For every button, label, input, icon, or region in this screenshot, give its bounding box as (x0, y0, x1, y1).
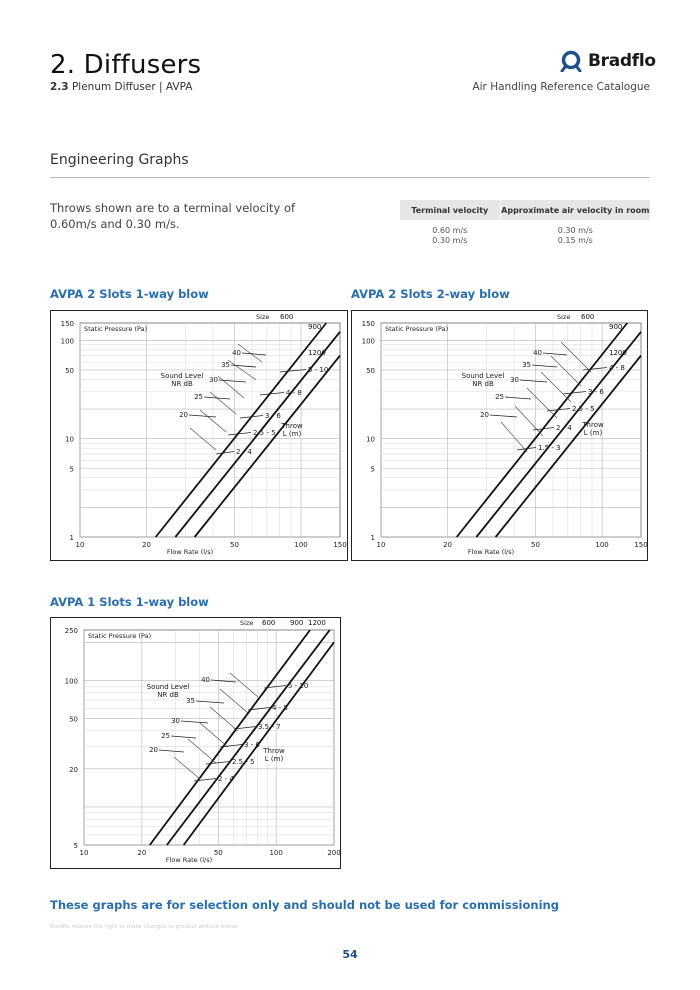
y-tick-label: 10 (65, 435, 74, 444)
y-axis-label: Static Pressure (Pa) (385, 325, 449, 333)
sound-level-value: 20 (149, 746, 158, 754)
x-tick-label: 10 (376, 541, 386, 549)
velocity-cell: 0.15 m/s (557, 236, 593, 245)
sound-level-value: 30 (510, 376, 519, 384)
y-tick-label: 20 (69, 765, 78, 774)
sound-level-unit: NR dB (472, 380, 494, 388)
throw-range-label: 3 - 6 (588, 388, 604, 396)
y-tick-label: 5 (370, 465, 375, 474)
series-label: 1200 (308, 619, 326, 627)
y-tick-label: 100 (361, 337, 375, 346)
sound-level-value: 20 (480, 411, 489, 419)
size-label: Size (557, 313, 571, 321)
sound-level-value: 20 (179, 411, 188, 419)
throw-range-label: 5 - 10 (308, 366, 329, 374)
series-label: 600 (280, 313, 294, 321)
throw-range-label: 4 - 8 (272, 704, 288, 712)
throw-range-label: 4 - 8 (286, 389, 302, 397)
sound-level-value: 40 (232, 349, 241, 357)
throw-range-label: 2 - 4 (556, 424, 572, 432)
chart-title: AVPA 2 Slots 2-way blow (351, 287, 510, 301)
series-label: 600 (581, 313, 595, 321)
y-tick-label: 150 (361, 320, 375, 328)
series-label: 900 (609, 323, 623, 331)
velocity-cell: 0.30 m/s (432, 236, 468, 245)
chart-title: AVPA 2 Slots 1-way blow (50, 287, 209, 301)
page-number: 54 (342, 948, 358, 961)
subsection-name: Plenum Diffuser (71, 81, 156, 93)
size-label: Size (256, 313, 270, 321)
series-label: 1200 (609, 349, 627, 357)
commissioning-warning: These graphs are for selection only and should not be used for commissioning (50, 898, 559, 912)
product-code: AVPA (165, 81, 193, 93)
velocity-cell: 0.30 m/s (557, 226, 593, 235)
disclaimer: Bradflo reserve the right to make changes to product without notice (50, 924, 238, 930)
sound-level-value: 35 (522, 361, 531, 369)
sound-level-unit: NR dB (157, 691, 179, 699)
x-tick-label: 50 (531, 541, 540, 549)
sound-level-title: Sound Level (146, 683, 190, 691)
y-tick-label: 250 (64, 627, 78, 635)
throw-range-label: 4 - 8 (609, 364, 625, 372)
chart-title: AVPA 1 Slots 1-way blow (50, 595, 209, 609)
series-label: 600 (262, 619, 276, 627)
x-tick-label: 10 (75, 541, 85, 549)
throw-range-label: 2 - 4 (218, 775, 234, 783)
x-tick-label: 20 (142, 541, 152, 549)
sound-level-value: 25 (194, 393, 203, 401)
y-tick-label: 100 (60, 337, 74, 346)
throw-unit: L (m) (264, 755, 284, 763)
velocity-table (400, 200, 650, 246)
sound-level-title: Sound Level (461, 372, 505, 380)
throw-title: Throw (582, 421, 604, 429)
page-subtitle (50, 81, 192, 93)
chart-avpa-2-slots-1-way (50, 310, 348, 561)
sound-level-title: Sound Level (160, 372, 204, 380)
velocity-row (400, 226, 650, 236)
section-title: Engineering Graphs (50, 152, 189, 168)
y-tick-label: 5 (73, 842, 78, 850)
intro-text: Throws shown are to a terminal velocity of 0.60m/s and 0.30 m/s. (50, 201, 296, 231)
x-tick-label: 50 (230, 541, 239, 549)
brand-name: Bradflo (588, 51, 656, 71)
x-tick-label: 200 (327, 849, 341, 857)
throw-range-label: 2.5 - 5 (253, 429, 276, 437)
series-label: 900 (308, 323, 322, 331)
throw-range-label: 1.5 - 3 (538, 444, 561, 452)
chart-avpa-2-slots-2-way (351, 310, 648, 561)
header-terminal-velocity: Terminal velocity (411, 205, 489, 215)
x-tick-label: 20 (443, 541, 453, 549)
section-divider (50, 177, 650, 178)
throw-range-label: 3 - 6 (244, 741, 260, 749)
x-tick-label: 150 (634, 541, 648, 549)
size-label: Size (240, 619, 254, 627)
y-tick-label: 50 (366, 366, 375, 375)
throw-unit: L (m) (282, 430, 302, 438)
throw-range-label: 5 - 10 (288, 682, 309, 690)
catalogue-name: Air Handling Reference Catalogue (472, 81, 650, 93)
x-axis-label: Flow Rate (l/s) (166, 548, 214, 556)
bradflo-logo-icon (560, 50, 582, 72)
x-tick-label: 20 (137, 849, 147, 857)
y-tick-label: 5 (69, 465, 74, 474)
sound-level-value: 35 (221, 361, 230, 369)
throw-range-label: 2 - 4 (236, 448, 252, 456)
throw-range-label: 2.5 - 5 (572, 405, 595, 413)
x-tick-label: 100 (269, 849, 283, 857)
throw-title: Throw (281, 422, 303, 430)
velocity-row (400, 236, 650, 246)
throw-range-label: 3 - 6 (265, 412, 281, 420)
x-tick-label: 50 (213, 849, 223, 857)
throw-range-label: 3.5 - 7 (258, 723, 281, 731)
y-tick-label: 1 (69, 534, 74, 542)
sound-level-value: 40 (201, 676, 210, 684)
y-tick-label: 50 (69, 715, 78, 724)
subsection-number: 2.3 (50, 81, 69, 93)
sound-level-value: 30 (209, 376, 218, 384)
header-room-velocity: Approximate air velocity in room (501, 205, 650, 215)
throw-title: Throw (263, 747, 285, 755)
x-tick-label: 150 (333, 541, 347, 549)
chart-avpa-1-slots-1-way (50, 617, 341, 869)
x-axis-label: Flow Rate (l/s) (165, 856, 213, 864)
throw-unit: L (m) (583, 429, 603, 437)
x-axis-label: Flow Rate (l/s) (467, 548, 515, 556)
sound-level-value: 25 (161, 732, 170, 740)
sound-level-value: 35 (186, 697, 195, 705)
y-tick-label: 1 (370, 534, 375, 542)
sound-level-value: 30 (171, 717, 180, 725)
y-tick-label: 10 (366, 435, 375, 444)
sound-level-value: 25 (495, 393, 504, 401)
sound-level-unit: NR dB (171, 380, 193, 388)
y-tick-label: 50 (65, 366, 74, 375)
y-axis-label: Static Pressure (Pa) (84, 325, 148, 333)
x-tick-label: 100 (294, 541, 308, 549)
velocity-cell: 0.60 m/s (432, 226, 468, 235)
y-axis-label: Static Pressure (Pa) (88, 632, 152, 640)
velocity-table-header (400, 200, 650, 220)
series-label: 1200 (308, 349, 326, 357)
y-tick-label: 100 (64, 677, 78, 686)
y-tick-label: 150 (60, 320, 74, 328)
series-label: 900 (290, 619, 304, 627)
x-tick-label: 10 (79, 849, 89, 857)
subsection-separator: | (159, 81, 163, 93)
throw-range-label: 2.5 - 5 (232, 758, 255, 766)
sound-level-value: 40 (533, 349, 542, 357)
x-tick-label: 100 (595, 541, 609, 549)
page-title: 2. Diffusers (50, 50, 202, 80)
brand-logo (560, 50, 656, 72)
